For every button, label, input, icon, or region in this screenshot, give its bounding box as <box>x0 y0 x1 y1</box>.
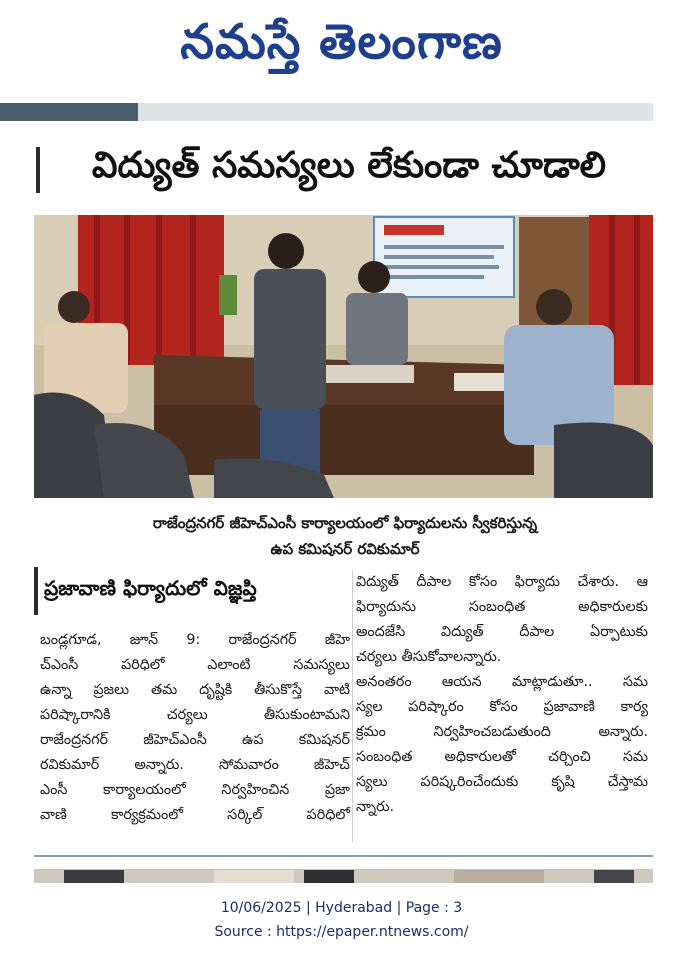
body-line: రవికుమార్ అన్నారు. సోమవారం జీహెచ్ <box>40 757 350 773</box>
body-line: స్యలు పరిష్కరించేందుకు కృషి చేస్తామ <box>356 774 648 790</box>
body-line: చ్ఎంసీ పరిధిలో ఎలాంటి సమస్యలు <box>40 657 350 673</box>
footer-source: Source : https://epaper.ntnews.com/ <box>214 924 469 940</box>
body-line: అందజేసి విద్యుత్ దీపాల ఏర్పాటుకు <box>356 624 648 640</box>
body-line: చర్యలు తీసుకోవాలన్నారు. <box>356 649 502 665</box>
body-line: న్నారు. <box>356 799 395 815</box>
column-separator <box>352 570 353 842</box>
body-line: స్యల పరిష్కారం కోసం ప్రజావాణి కార్య <box>356 699 648 715</box>
body-line: వాణి కార్యక్రమంలో సర్కిల్ పరిధిలో <box>40 807 350 823</box>
article-body-left-column <box>40 628 350 828</box>
header-bar-light <box>138 103 653 121</box>
office-scene-image <box>34 215 653 498</box>
article-body-right-column <box>356 570 648 820</box>
caption-line: రాజేంద్రనగర్ జీహెచ్ఎంసీ కార్యాలయంలో ఫిర్యాదులను స్వీకరిస్తున్న <box>152 514 538 532</box>
next-article-photo-strip <box>34 869 653 883</box>
body-line: బండ్లగూడ, జూన్ 9: రాజేంద్రనగర్ జీహె <box>40 632 350 648</box>
caption-line: ఉప కమిషనర్ రవికుమార్ <box>270 540 420 558</box>
article-photo <box>34 215 653 498</box>
article-subheadline: ప్రజావాణి ఫిర్యాదులో విజ్ఞప్తి <box>44 575 257 600</box>
body-line: విద్యుత్ దీపాల కోసం ఫిర్యాదు చేశారు. ఆ <box>356 574 648 590</box>
body-line: క్రమం నిర్వహించబడుతుంది అన్నారు. <box>356 724 648 740</box>
body-line: పరిష్కారానికి చర్యలు తీసుకుంటామని <box>40 707 350 723</box>
body-line: ఎంసీ కార్యాలయంలో నిర్వహించిన ప్రజా <box>40 782 350 798</box>
article-headline: విద్యుత్ సమస్యలు లేకుండా చూడాలి <box>91 145 607 186</box>
body-line: అనంతరం ఆయన మాట్లాడుతూ.. సమ <box>356 674 648 690</box>
masthead <box>0 0 683 95</box>
body-line: ఉన్నా ప్రజలు తమ దృష్టికి తీసుకొస్తే వాటి <box>40 682 350 698</box>
newspaper-logo: నమస్తే తెలంగాణ <box>180 13 503 70</box>
footer-date-edition: 10/06/2025 | Hyderabad | Page : 3 <box>220 900 463 916</box>
article-bottom-rule <box>34 855 653 857</box>
photo-strip-image <box>34 870 653 883</box>
header-bar-dark <box>0 103 138 121</box>
body-line: రాజేంద్రనగర్ జీహెచ్ఎంసీ ఉప కమిషనర్ <box>40 732 350 748</box>
body-line: ఫిర్యాదును సంబంధిత అధికారులకు <box>356 599 648 615</box>
headline-rule <box>36 147 40 193</box>
photo-caption <box>60 510 630 562</box>
body-line: సంబంధిత అధికారులతో చర్చించి సమ <box>356 749 648 765</box>
